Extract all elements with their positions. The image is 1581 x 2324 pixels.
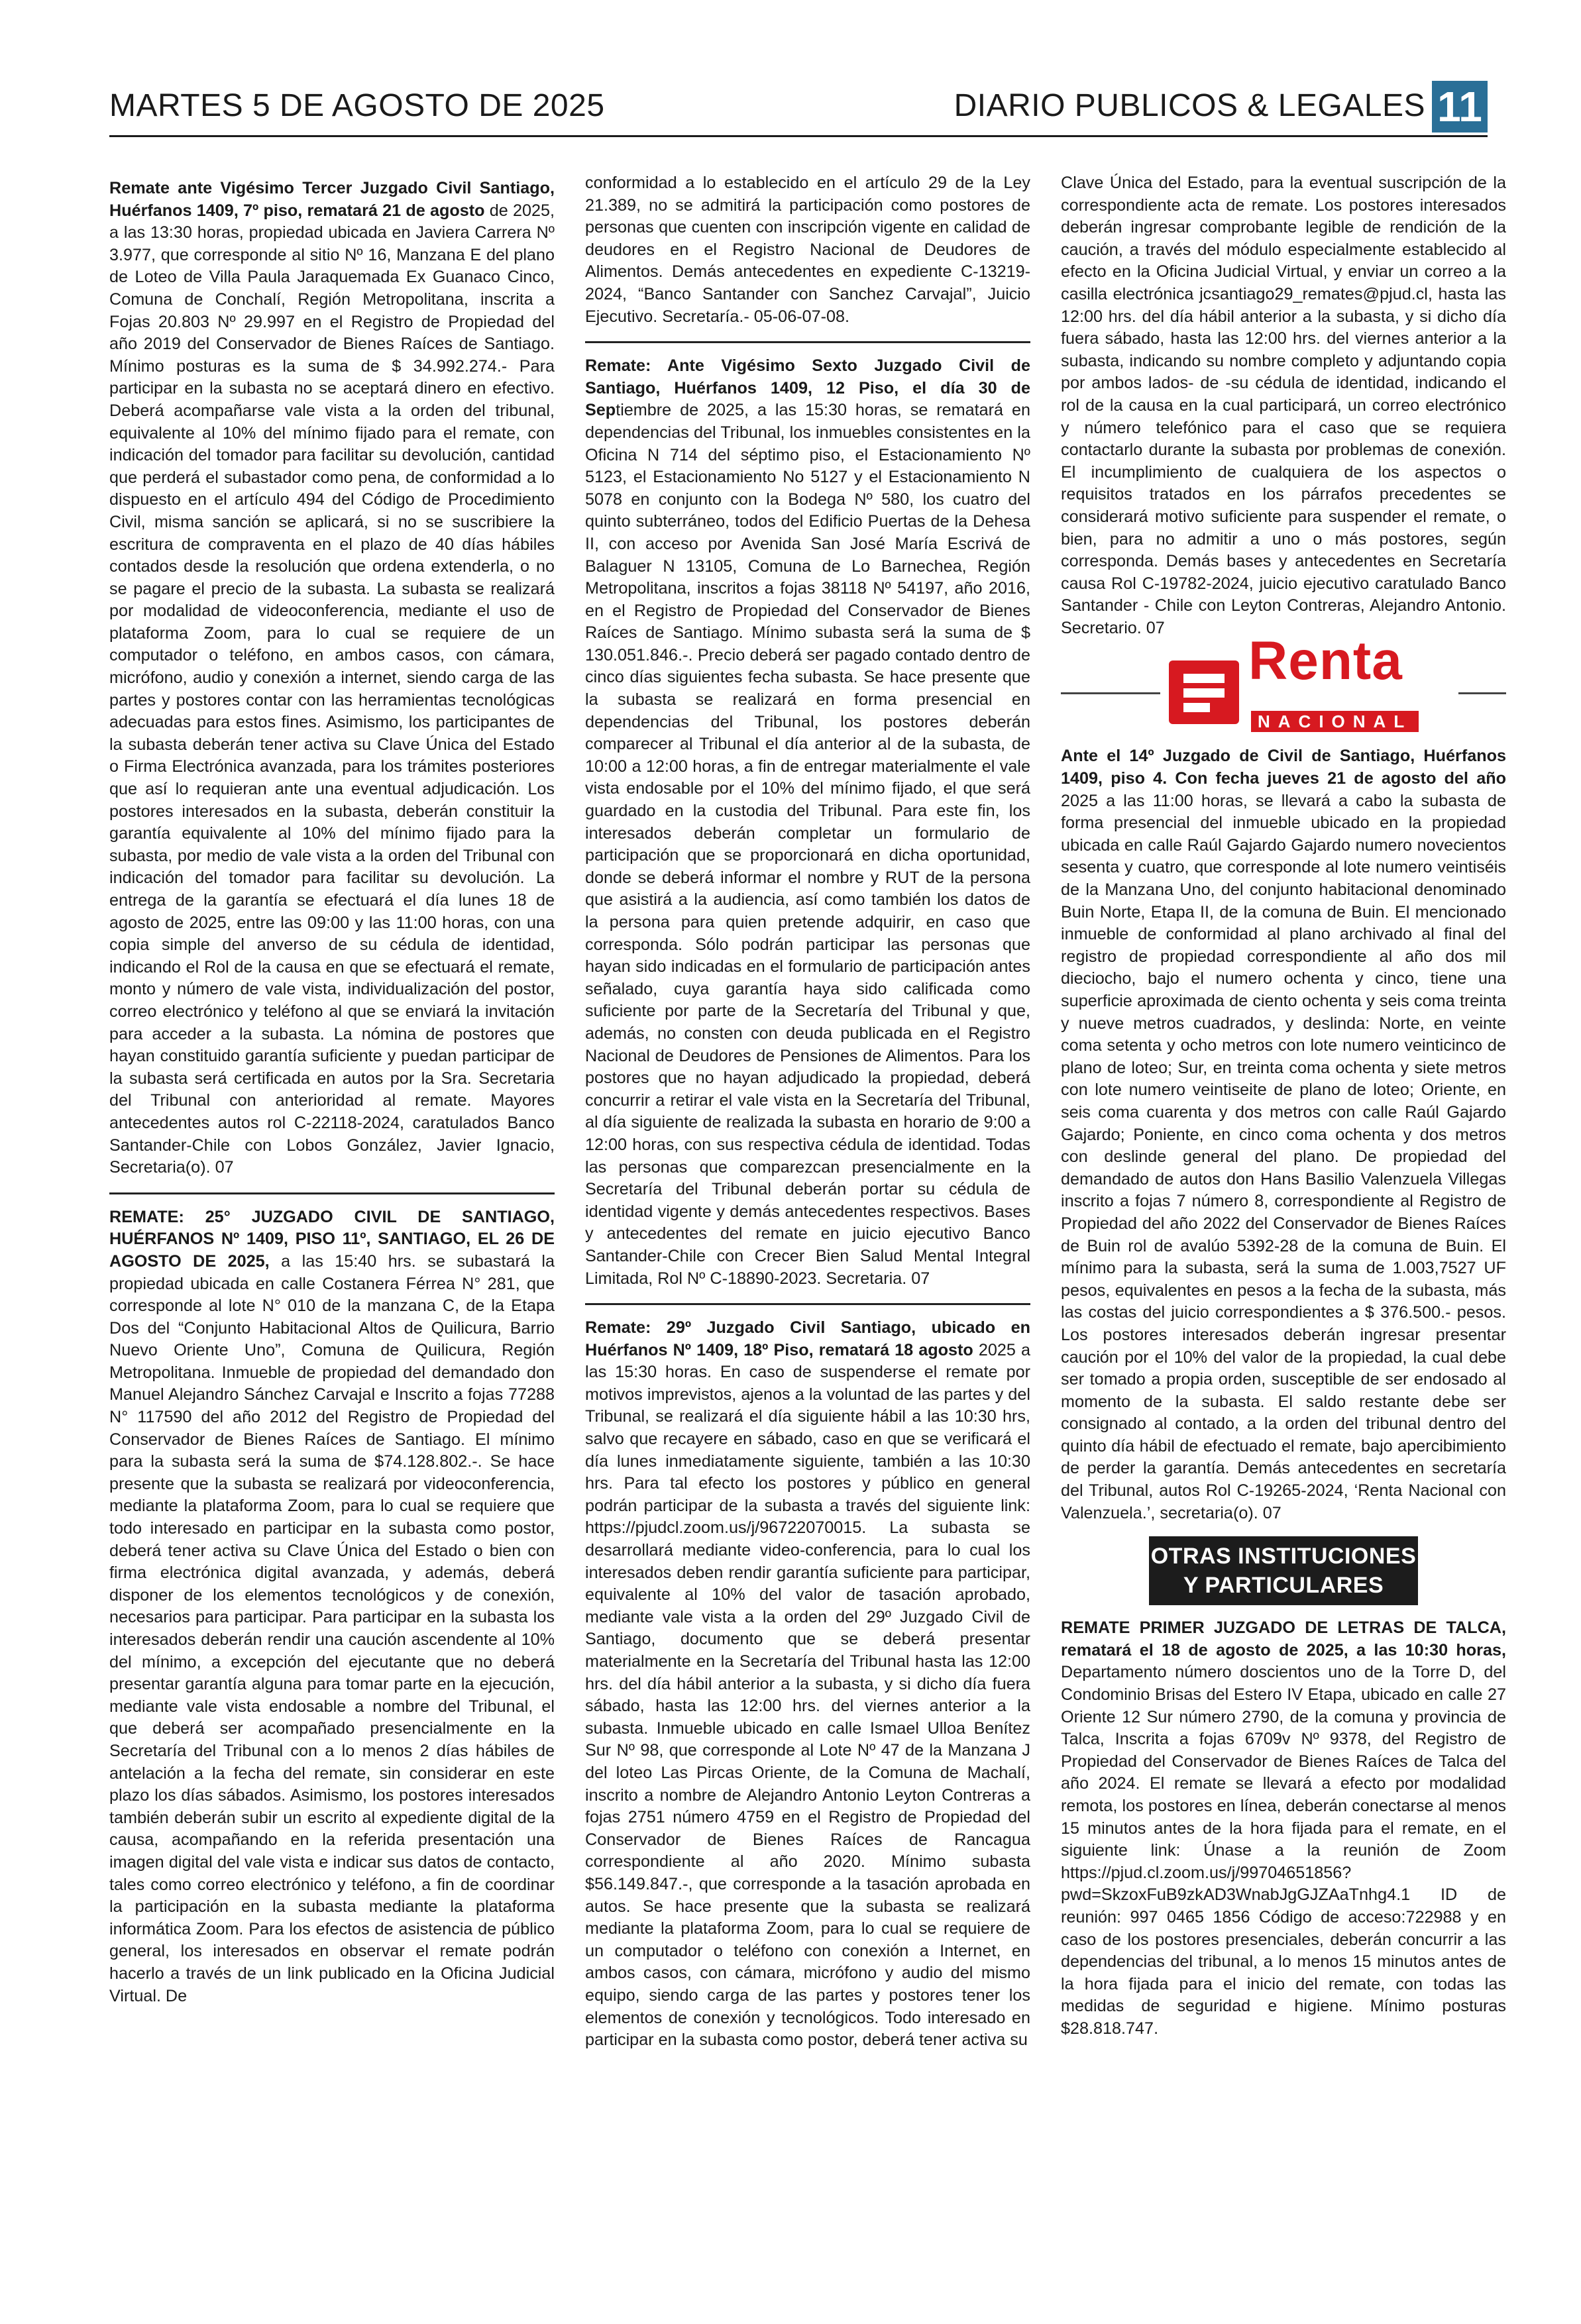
column-1 — [109, 178, 555, 2007]
column-3 — [1061, 172, 1506, 2040]
banner-rule-right — [1458, 692, 1506, 694]
notice-title: Remate: Ante Vigésimo Sexto Juzgado Civil de Santiago, Huérfanos 1409, 12 Piso, el día 30 de Sep — [585, 356, 1030, 420]
renta-nacional-logo — [1169, 631, 1447, 735]
notice-29-juzgado — [585, 1317, 1030, 2052]
section-heading-line-2: Y PARTICULARES — [1183, 1573, 1384, 1599]
page-header — [109, 78, 1488, 134]
notice-title: Ante el 14º Juzgado de Civil de Santiago, Huérfanos 1409, piso 4. Con fecha jueves 21 de agosto del año — [1061, 747, 1506, 788]
notice-body: Departamento número doscientos uno de la Torre D, del Condominio Brisas del Estero IV Etapa, ubicado en calle 27 Oriente 12 Sur número 2790, de la comuna y provincia de Talca, Inscrita a fojas 6709v Nº 9378, del Registro de Propiedad del Conservador de Bienes Raíces de Talca del año 2024. El remate se llevará a efecto por modalidad remota, los postores en línea, deberán conectarse al menos 15 minutos antes de la hora fijada para el remate, en el siguiente link: Únase a la reunión de Zoom https://pjud.cl.zoom.us/j/99704651856?pwd=SkzoxFuB9zkAD3WnabJgGJZAaTnhg4.1 ID de reunión: 997 0465 1856 Código de acceso:722988 y en caso de los postores presenciales, deberán concurrir a las dependencias del tribunal, a lo menos 15 minutos antes de la hora fijada para el inicio del remate, con todas las medidas de seguridad e higiene. Mínimo posturas $28.818.747. — [1061, 1663, 1506, 2038]
notice-body: 2025 a las 11:00 horas, se llevará a cabo la subasta de forma presencial del inmueble ubicado en la propiedad ubicada en calle Raúl Gajardo Gajardo numero novecientos sesenta y cuatro, que corresponde al lote numero veintiséis de la Manzana Uno, del conjunto habitacional denominado Buin Norte, Etapa II, de la comuna de Buin. El mencionado inmueble de conformidad al plano archivado al final del registro de propiedad correspondiente al año dos mil dieciocho, bajo el numero ochenta y cinco, tiene una superficie aproximada de ciento ochenta y seis coma treinta y nueve metros cuadrados, y deslinda: Norte, en veinte coma setenta y ocho metros con lote numero veinticinco de plano de loteo; Sur, en treinta coma ochenta y siete metros con lote numero veintiseite de plano de loteo; Oriente, en seis coma cuarenta y dos metros con calle Raúl Gajardo Gajardo; Poniente, en cinco coma ochenta y dos metros con deslinde general del plano. De propiedad del demandado de autos don Hans Basilio Valenzuela Villegas inscrito a fojas 7 número 8, correspondiente al Registro de Propiedad del año 2022 del Conservador de Bienes Raíces de Buin rol de avalúo 5392-28 de la comuna de Buin. El mínimo para la subasta, será la suma de 1.003,7527 UF pesos, equivalentes en pesos a la fecha de la subasta, más las costas del juicio correspondientes a $ 376.500.- pesos. Los postores interesados deberán ingresar presentar caución por el 10% del valor de la propiedad, la cual debe ser tomado a propia orden, susceptible de ser endosado al momento de la subasta. El saldo restante debe ser consignado al contado, a la orden del tribunal dentro del quinto día hábil de efectuado el remate, bajo apercibimiento de perder la garantía. Demás antecedentes en secretaría del Tribunal, autos Rol C-19265-2024, ‘Renta Nacional con Valenzuela.’, secretaria(o). 07 — [1061, 791, 1506, 1522]
notice-title: REMATE: 25° JUZGADO CIVIL DE SANTIAGO, HUÉRFANOS Nº 1409, PISO 11º, SANTIAGO, EL 26 DE AGOSTO DE 2025, — [109, 1207, 555, 1271]
issue-date: MARTES 5 DE AGOSTO DE 2025 — [109, 88, 605, 123]
banner-rule-left — [1061, 692, 1160, 694]
header-rule — [109, 135, 1488, 137]
notice-29-juzgado-continued: Clave Única del Estado, para la eventual suscripción de la correspondiente acta de remate. Los postores interesados deberán ingresar comprobante legible de rendición de la caución, a través del módulo especialmente establecido al efecto en la Oficina Judicial Virtual, y enviar un correo a la casilla electrónica jcsantiago29_remates@pjud.cl, hasta las 12:00 hrs. del día hábil anterior a la subasta, y si dicho día fuera sábado, hasta las 12:00 hrs. del viernes anterior a la subasta, indicando su nombre completo y adjuntando copia por ambos lados- de -su cédula de identidad, indicando el rol de la causa en la cual participará, un correo electrónico y número telefónico para el caso que se requiera contactarlo durante la subasta por problemas de conexión. El incumplimiento de cualquiera de los aspectos o requisitos tratados en los párrafos precedentes se considerará motivo suficiente para suspender el remate, o bien, para no admitir a uno o más postores, según corresponda. Demás bases y antecedentes en Secretaría causa Rol C-19782-2024, juicio ejecutivo caratulado Banco Santander - Chile con Leyton Contreras, Alejandro Antonio. Secretario. 07 — [1061, 174, 1506, 637]
divider — [585, 341, 1030, 343]
renta-nacional-logo-icon — [1169, 660, 1239, 724]
divider — [585, 1303, 1030, 1305]
notice-14-juzgado — [1061, 745, 1506, 1524]
newspaper-name: DIARIO PUBLICOS & LEGALES — [954, 88, 1425, 123]
notice-23-juzgado — [109, 178, 555, 1179]
page-number: 11 — [1432, 81, 1488, 132]
notice-body: 2025 a las 15:30 horas. En caso de suspenderse el remate por motivos imprevistos, ajenos a la voluntad de las partes y del Tribunal, se realizará el día siguiente hábil a las 10:30 hrs, salvo que recayere en sábado, caso en que se verificará el día lunes inmediatamente siguiente, también a las 10:30 hrs. Para tal efecto los postores y público en general podrán participar de la subasta a través del siguiente link: https://pjudcl.zoom.us/j/96722070015. La subasta se desarrollará mediante video-conferencia, para lo cual los interesados deben rendir garantía suficiente para participar, equivalente al 10% del valor de tasación aprobado, mediante vale vista a la orden del 29º Juzgado Civil de Santiago, documento que se deberá presentar materialmente en la Secretaría del Tribunal hasta las 12:00 hrs. del día hábil anterior a la subasta, y si dicho día fuera sábado, hasta las 12:00 hrs. del viernes anterior a la subasta. Inmueble ubicado en calle Ismael Ulloa Benítez Sur Nº 98, que corresponde al Lote Nº 47 de la Manzana J del loteo Las Pircas Oriente, de la Comuna de Machalí, inscrito a nombre de Alejandro Antonio Leyton Contreras a fojas 2751 número 4759 en el Registro de Propiedad del Conservador de Bienes Raíces de Rancagua correspondiente al año 2020. Mínimo subasta $56.149.847.-, que corresponde a la tasación aprobada en autos. Se hace presente que la subasta se realizará mediante la plataforma Zoom, para lo cual se requiere de un computador o teléfono con conexión a Internet, en ambos casos, con cámara, micrófono y audio del mismo equipo, siendo carga de las partes y postores tener los elementos de conexión y tecnológicos. Todo interesado en participar en la subasta como postor, deberá tener activa su — [585, 1340, 1030, 2050]
notice-talca — [1061, 1617, 1506, 2040]
notice-body: tiembre de 2025, a las 15:30 horas, se rematará en dependencias del Tribunal, los inmuebles consistentes en la Oficina N 714 del séptimo piso, el Estacionamiento Nº 5123, el Estacionamiento No 5127 y el Estacionamiento N 5078 en conjunto con la Bodega Nº 580, los cuatro del quinto subterráneo, todos del Edificio Puertas de la Dehesa II, con acceso por Avenida San José María Escrivá de Balaguer N 13105, Comuna de Lo Barnechea, Región Metropolitana, inscritos a fojas 38118 Nº 54197, año 2016, en el Registro de Propiedad del Conservador de Bienes Raíces de Santiago. Mínimo subasta será la suma de $ 130.051.846.-. Precio deberá ser pagado contado dentro de cinco días siguientes fecha subasta. Se hace presente que la subasta se realizará en forma presencial en dependencias del Tribunal, los postores deberán comparecer al Tribunal el día anterior al de la subasta, de 10:00 a 12:00 horas, a fin de entregar materialmente el vale vista endosable por el 10% del mínimo fijado, el que será guardado en la custodia del Tribunal. Para este fin, los interesados deberán completar un formulario de participación que se proporcionará en dicha oportunidad, donde se deberá informar el nombre y RUT de la persona que asistirá a la audiencia, así como también los datos de la persona para quien pretende adquirir, en caso que corresponda. Sólo podrán participar las personas que hayan sido indicadas en el formulario de participación antes señalado, cuya garantía haya sido calificada como suficiente por parte de la Secretaría del Tribunal y que, además, no consten con deuda publicada en el Registro Nacional de Deudores de Pensiones de Alimentos. Para los postores que no hayan adjudicado la propiedad, deberá concurrir a retirar el vale vista en la Secretaría del Tribunal, al día siguiente de realizada la subasta en horario de 9:00 a 12:00 horas, con sus respectiva cédula de identidad. Todas las personas que comparezcan presencialmente en la Secretaría del Tribunal deberán portar su cédula de identidad vigente y demás antecedentes respectivos. Bases y antecedentes del remate en juicio ejecutivo Banco Santander-Chile con Crecer Bien Salud Mental Integral Limitada, Rol Nº C-18890-2023. Secretaria. 07 — [585, 401, 1030, 1288]
notice-title: Remate ante Vigésimo Tercer Juzgado Civil Santiago, Huérfanos 1409, 7º piso, rematará 21 de agosto — [109, 179, 555, 220]
renta-nacional-banner — [1061, 631, 1506, 745]
notice-title: Remate: 29º Juzgado Civil Santiago, ubicado en Huérfanos Nº 1409, 18º Piso, rematará 18 agosto — [585, 1318, 1030, 1359]
notice-26-juzgado — [585, 355, 1030, 1290]
notice-body: de 2025, a las 13:30 horas, propiedad ubicada en Javiera Carrera Nº 3.977, que corresponde al sitio Nº 16, Manzana E del plano de Loteo de Villa Paula Jaraquemada Ex Guanaco Cinco, Comuna de Conchalí, Región Metropolitana, inscrita a Fojas 20.803 Nº 29.997 en el Registro de Propiedad del año 2019 del Conservador de Bienes Raíces de Santiago. Mínimo posturas es la suma de $ 34.992.274.- Para participar en la subasta no se aceptará dinero en efectivo. Deberá acompañarse vale vista a la orden del tribunal, equivalente al 10% del mínimo fijado para el remate, con indicación del tomador para facilitar su devolución, cantidad que perderá el subastador como pena, de conformidad a lo dispuesto en el artículo 494 del Código de Procedimiento Civil, misma sanción se aplicará, si no se suscribiere la escritura de compraventa en el plazo de 40 días hábiles contados desde la resolución que ordena extenderla, o no se pagare el precio de la subasta. La subasta se realizará por modalidad de videoconferencia, mediante el uso de plataforma Zoom, para lo cual se requiere de un computador o teléfono, en ambos casos, con cámara, micrófono, audio y conexión a internet, siendo carga de las partes y postores contar con las herramientas tecnológicas adecuadas para estos fines. Asimismo, los participantes de la subasta deberán tener activa su Clave Única del Estado o Firma Electrónica avanzada, para los trámites posteriores que así lo requieran ante una eventual adjudicación. Los postores interesados en la subasta, deberán constituir la garantía equivalente al 10% del mínimo fijado para la subasta, por medio de vale vista a la orden del Tribunal con indicación del tomador para facilitar su devolución. La entrega de la garantía se efectuará el día lunes 18 de agosto de 2025, entre las 09:00 y las 11:00 horas, con una copia simple del anverso de su cédula de identidad, indicando el Rol de la causa en que se efectuará el remate, monto y número de vale vista, individualización del postor, correo electrónico y teléfono al que se enviará la invitación para acceder a la subasta. La nómina de postores que hayan constituido garantía suficiente y puedan participar de la subasta será certificada en autos por la Sra. Secretaria del Tribunal con anterioridad al remate. Mayores antecedentes autos rol C-22118-2024, caratulados Banco Santander-Chile con Lobos González, Javier Ignacio, Secretaria(o). 07 — [109, 201, 555, 1177]
section-heading-line-1: OTRAS INSTITUCIONES — [1150, 1544, 1417, 1569]
notice-25-juzgado — [109, 1206, 555, 2007]
notice-25-juzgado-continued: conformidad a lo establecido en el artículo 29 de la Ley 21.389, no se admitirá la participación como postores de personas que cuenten con inscripción vigente en calidad de deudores en el Registro Nacional de Deudores de Alimentos. Demás antecedentes en expediente C-13219-2024, “Banco Santander con Sanchez Carvajal”, Juicio Ejecutivo. Secretaría.- 05-06-07-08. — [585, 174, 1030, 326]
logo-wordmark: Renta — [1248, 631, 1403, 692]
notice-title: REMATE PRIMER JUZGADO DE LETRAS DE TALCA, rematará el 18 de agosto de 2025, a las 10:30 horas, — [1061, 1618, 1506, 1660]
divider — [109, 1192, 555, 1194]
column-2 — [585, 172, 1030, 2052]
logo-subtitle: NACIONAL — [1251, 711, 1419, 732]
notice-body: a las 15:40 hrs. se subastará la propiedad ubicada en calle Costanera Férrea N° 281, que corresponde al lote N° 010 de la manzana C, de la Etapa Dos del “Conjunto Habitacional Altos de Quilicura, Barrio Nuevo Oriente Uno”, Comuna de Quilicura, Región Metropolitana. Inmueble de propiedad del demandado don Manuel Alejandro Sánchez Carvajal e Inscrito a fojas 77288 N° 117590 del año 2012 del Registro de Propiedad del Conservador de Bienes Raíces de Santiago. El mínimo para la subasta será la suma de $74.128.802.-. Se hace presente que la subasta se realizará por videoconferencia, mediante la plataforma Zoom, para lo cual se requiere que todo interesado en participar en la subasta como postor, deberá tener activa su Clave Única del Estado o bien con firma electrónica digital avanzada, y además, deberá disponer de los elementos tecnológicos y de conexión, necesarios para participar. Para participar en la subasta los interesados deberán rendir una caución ascendente al 10% del mínimo, a excepción del ejecutante que no deberá presentar garantía alguna para tomar parte en la ejecución, mediante vale vista endosable a nombre del Tribunal, el que deberá ser acompañado presencialmente en la Secretaría del Tribunal con a lo menos 2 días hábiles de antelación a la fecha del remate, sin considerar en este plazo los días sábados. Asimismo, los postores interesados también deberán subir un escrito al expediente digital de la causa, acompañando en la referida presentación una imagen digital del vale vista e indicar sus datos de contacto, tales como correo electrónico y teléfono, a fin de coordinar la participación en la subasta mediante la plataforma informática Zoom. Para los efectos de asistencia de público general, los interesados en observar el remate podrán hacerlo a través de un link publicado en la Oficina Judicial Virtual. De — [109, 1251, 555, 2005]
section-heading — [1149, 1536, 1418, 1605]
